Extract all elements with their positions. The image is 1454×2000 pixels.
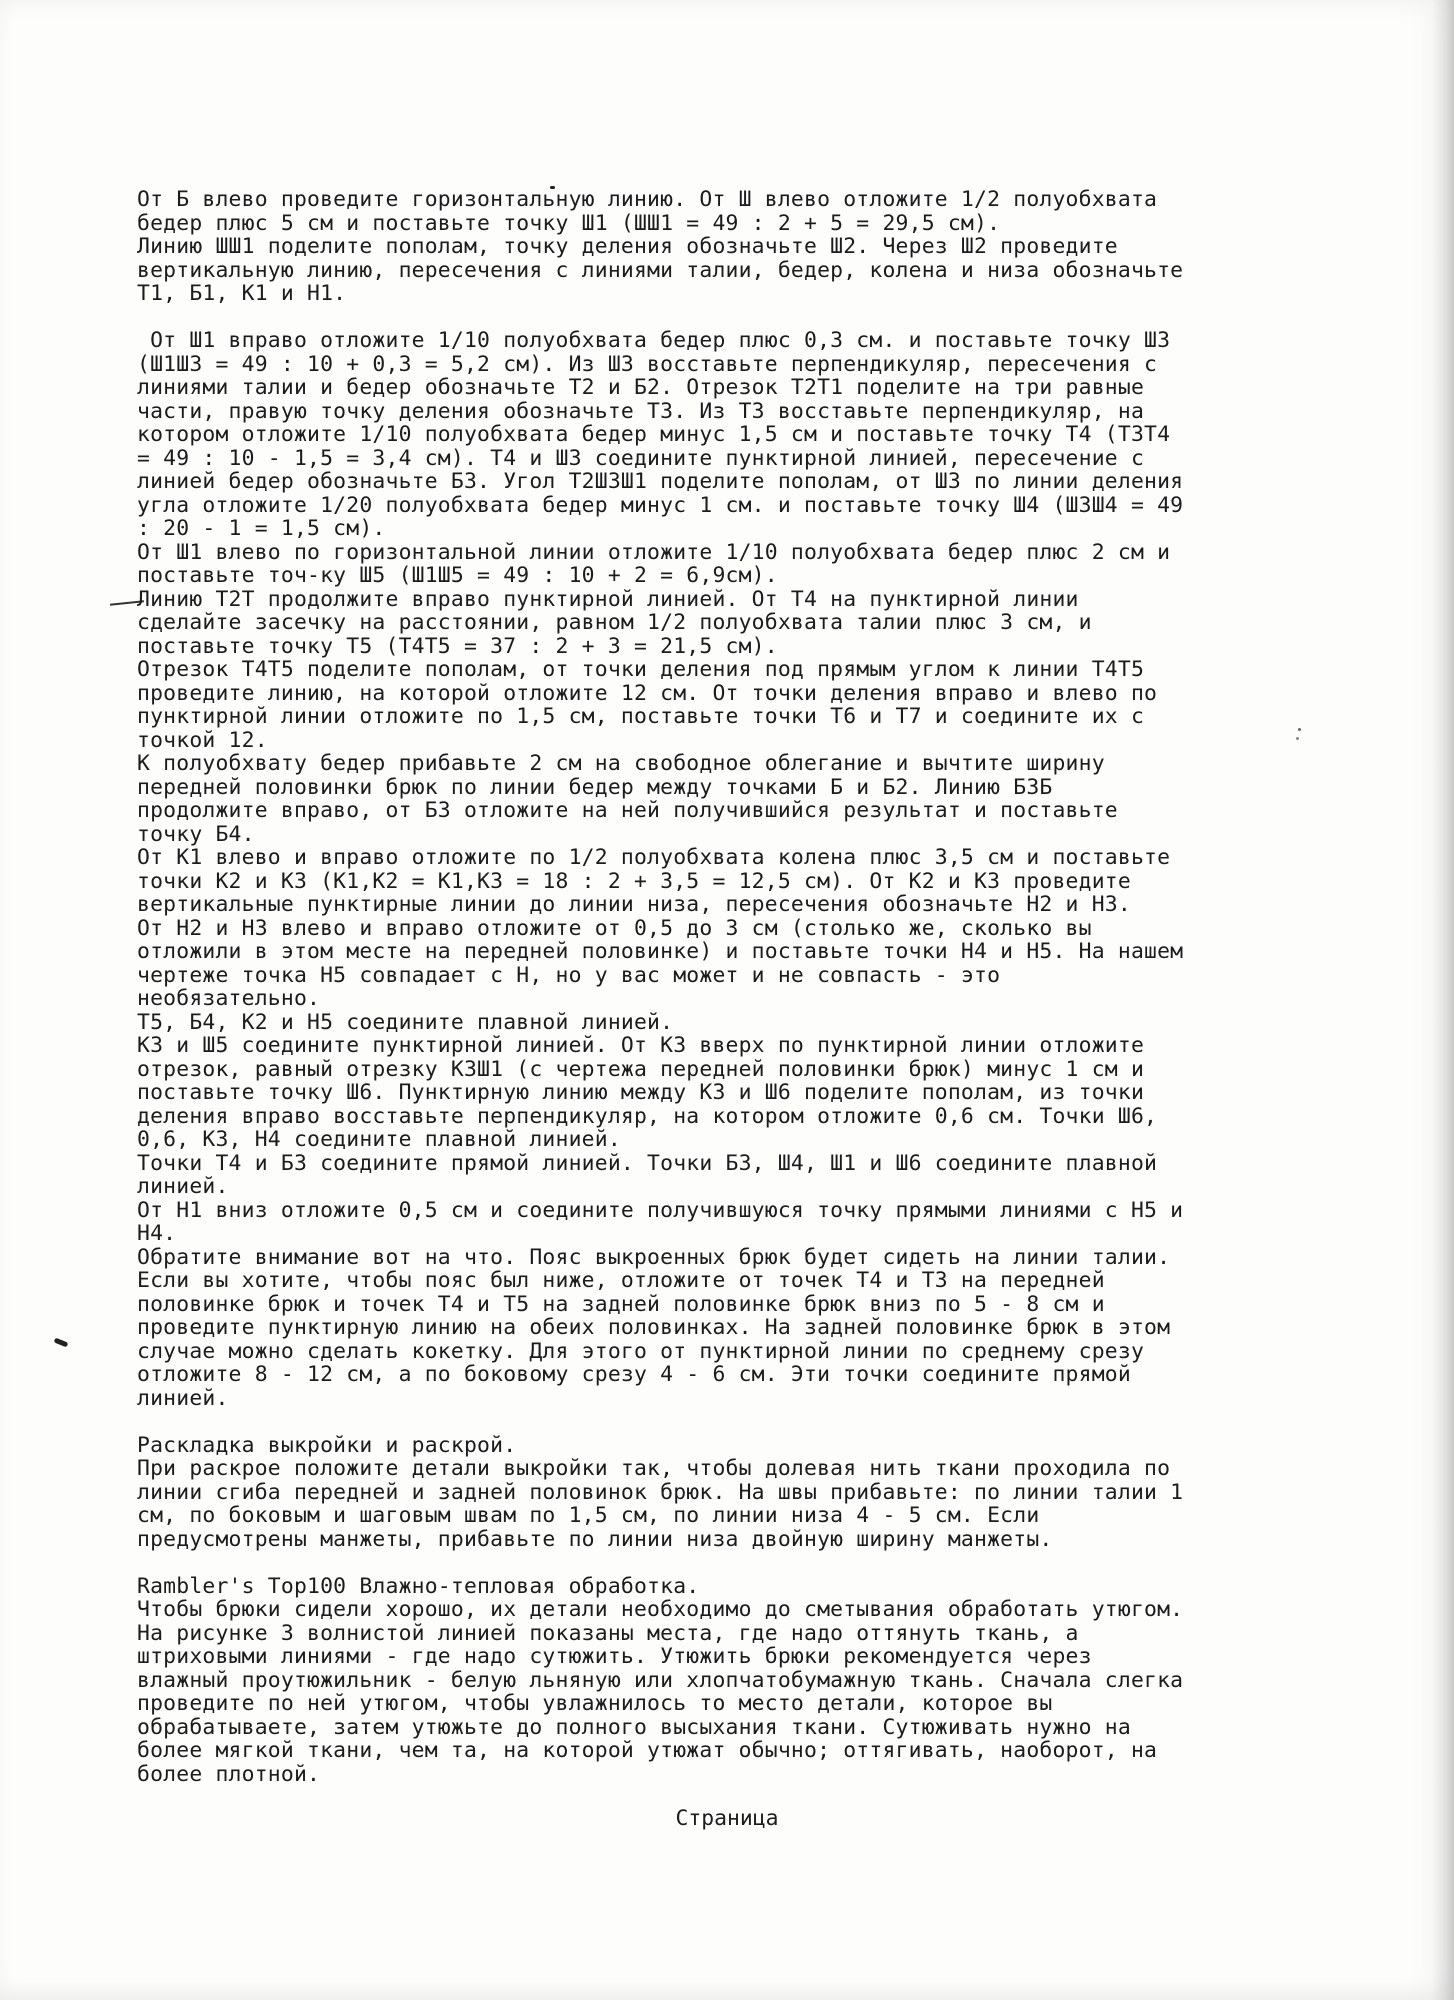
text-line: вертикальные пунктирные линии до линии низа, пересечения обозначьте Н2 и Н3. [137, 892, 1131, 917]
text-line: точкой 12. [137, 727, 268, 753]
text-line: части, правую точку деления обозначьте Т3. Из Т3 восставьте перпендикуляр, на [137, 398, 1145, 424]
text-line: Н4. [137, 1221, 177, 1246]
text-line: см, по боковым и шаговым швам по 1,5 см, по линии низа 4 - 5 см. Если [137, 1503, 1040, 1528]
text-line: сделайте засечку на расстоянии, равном 1/2 полуобхвата талии плюс 3 см, и [137, 610, 1092, 635]
text-line: отложите 8 - 12 см, а по боковому срезу 4 - 6 см. Эти точки соедините прямой [137, 1362, 1131, 1387]
text-line: линией бедер обозначьте Б3. Угол Т2Ш3Ш1 поделите пополам, от Ш3 по линии деления [137, 469, 1184, 494]
text-line: случае можно сделать кокетку. Для этого от пунктирной линии по среднему срезу [137, 1338, 1145, 1364]
text-line: проведите пунктирную линию на обеих половинках. На задней половинке брюк в этом [137, 1315, 1171, 1340]
text-line: К3 и Ш5 соедините пунктирной линией. От К3 вверх по пунктирной линии отложите [137, 1033, 1145, 1058]
text-line: От К1 влево и вправо отложите по 1/2 полуобхвата колена плюс 3,5 см и поставьте [137, 845, 1171, 870]
text-line: более мягкой ткани, чем та, на которой утюжат обычно; оттягивать, наоборот, на [137, 1738, 1158, 1763]
text-line: бедер плюс 5 см и поставьте точку Ш1 (ШШ1 = 49 : 2 + 5 = 29,5 см). [137, 210, 1001, 236]
text-line: точку Б4. [137, 821, 255, 847]
text-line: поставьте точку Ш6. Пунктирную линию между К3 и Ш6 поделите пополам, из точки [137, 1080, 1145, 1105]
text-line: : 20 - 1 = 1,5 см). [137, 516, 386, 541]
text-line: Раскладка выкройки и раскрой. [137, 1432, 517, 1458]
scan-mark [54, 1338, 69, 1348]
text-line: котором отложите 1/10 полуобхвата бедер минус 1,5 см и поставьте точку Т4 (Т3Т4 [137, 422, 1171, 447]
text-line: От Ш1 вправо отложите 1/10 полуобхвата бедер плюс 0,3 см. и поставьте точку Ш3 [137, 328, 1171, 353]
text-line: вертикальную линию, пересечения с линиями талии, бедер, колена и низа обозначьте [137, 257, 1184, 283]
paragraph [137, 329, 1297, 1410]
paragraph-gap [137, 306, 1297, 330]
text-line: угла отложите 1/20 полуобхвата бедер минус 1 см. и поставьте точку Ш4 (Ш3Ш4 = 49 [137, 492, 1184, 518]
text-line: Отрезок Т4Т5 поделите пополам, от точки деления под прямым углом к линии Т4Т5 [137, 657, 1145, 682]
page-footer: Страница [675, 1806, 779, 1831]
text-line: передней половинки брюк по линии бедер между точками Б и Б2. Линию Б3Б [137, 774, 1053, 800]
text-line: поставьте точ-ку Ш5 (Ш1Ш5 = 49 : 10 + 2 = 6,9см). [137, 563, 778, 588]
text-line: От Ш1 влево по горизонтальной линии отложите 1/10 полуобхвата бедер плюс 2 см и [137, 539, 1171, 565]
text-line: деления вправо восставьте перпендикуляр, на котором отложите 0,6 см. Точки Ш6, [137, 1103, 1158, 1129]
text-line: отложили в этом месте на передней половинке) и поставьте точки Н4 и Н5. На нашем [137, 939, 1184, 964]
text-line: проведите по ней утюгом, чтобы увлажнилось то место детали, которое вы [137, 1691, 1053, 1716]
text-line: поставьте точку Т5 (Т4Т5 = 37 : 2 + 3 = 21,5 см). [137, 633, 778, 659]
text-line: пунктирной линии отложите по 1,5 см, поставьте точки Т6 и Т7 и соедините их с [137, 704, 1145, 729]
text-line: линии сгиба передней и задней половинок брюк. На швы прибавьте: по линии талии 1 [137, 1479, 1184, 1505]
text-line: Обратите внимание вот на что. Пояс выкроенных брюк будет сидеть на линии талии. [137, 1244, 1171, 1270]
paragraph [137, 188, 1297, 306]
text-line: половинке брюк и точек Т4 и Т5 на задней половинке брюк вниз по 5 - 8 см и [137, 1291, 1105, 1317]
text-line: Т1, Б1, К1 и Н1. [137, 281, 347, 306]
page-edge-shadow [1432, 0, 1454, 2000]
text-line: = 49 : 10 - 1,5 = 3,4 см). Т4 и Ш3 соедините пунктирной линией, пересечение с [137, 445, 1145, 471]
text-line: чертеже точка Н5 совпадает с Н, но у вас может и не совпасть - это [137, 962, 1001, 988]
text-line: необязательно. [137, 986, 321, 1011]
text-line: Точки Т4 и Б3 соедините прямой линией. Точки Б3, Ш4, Ш1 и Ш6 соедините плавной [137, 1150, 1158, 1176]
paragraph-gap [137, 1551, 1297, 1575]
text-line: От Б влево проведите горизонтальную линию. От Ш влево отложите 1/2 полуобхвата [137, 187, 1158, 212]
text-line: От Н2 и Н3 влево и вправо отложите от 0,5 до 3 см (столько же, сколько вы [137, 915, 1092, 941]
text-line: проведите линию, на которой отложите 12 см. От точки деления вправо и влево по [137, 680, 1158, 706]
text-line: Линию ШШ1 поделите пополам, точку деления обозначьте Ш2. Через Ш2 проведите [137, 234, 1118, 259]
text-line: Т5, Б4, К2 и Н5 соедините плавной линией. [137, 1009, 674, 1035]
text-line: продолжите вправо, от Б3 отложите на ней получившийся результат и поставьте [137, 798, 1118, 823]
text-line: линиями талии и бедер обозначьте Т2 и Б2. Отрезок Т2Т1 поделите на три равные [137, 375, 1145, 400]
text-line: 0,6, К3, Н4 соедините плавной линией. [137, 1127, 621, 1152]
paragraph [137, 1434, 1297, 1552]
text-line: предусмотрены манжеты, прибавьте по линии низа двойную ширину манжеты. [137, 1526, 1053, 1552]
text-line: более плотной. [137, 1761, 321, 1787]
scan-speck [1298, 728, 1301, 731]
text-line: линией. [137, 1174, 229, 1199]
text-line: Если вы хотите, чтобы пояс был ниже, отложите от точек Т4 и Т3 на передней [137, 1268, 1105, 1293]
text-line: При раскрое положите детали выкройки так, чтобы долевая нить ткани проходила по [137, 1456, 1171, 1481]
text-line: К полуобхвату бедер прибавьте 2 см на свободное облегание и вычтите ширину [137, 751, 1105, 776]
paragraph-gap [137, 1410, 1297, 1434]
paragraph [137, 1575, 1297, 1787]
text-line: На рисунке 3 волнистой линией показаны места, где надо оттянуть ткань, а [137, 1620, 1079, 1646]
text-line: Чтобы брюки сидели хорошо, их детали необходимо до сметывания обработать утюгом. [137, 1597, 1184, 1622]
document-body [137, 188, 1297, 1786]
text-line: (Ш1Ш3 = 49 : 10 + 0,3 = 5,2 см). Из Ш3 восставьте перпендикуляр, пересечения с [137, 351, 1158, 377]
text-line: точки К2 и К3 (К1,К2 = К1,К3 = 18 : 2 + 3,5 = 12,5 см). От К2 и К3 проведите [137, 868, 1131, 894]
text-line: От Н1 вниз отложите 0,5 см и соедините получившуюся точку прямыми линиями с Н5 и [137, 1197, 1184, 1223]
text-line: влажный проутюжильник - белую льняную или хлопчатобумажную ткань. Сначала слегка [137, 1667, 1184, 1693]
text-line: штриховыми линиями - где надо сутюжить. Утюжить брюки рекомендуется через [137, 1644, 1092, 1669]
text-line: Rambler's Top100 Влажно-тепловая обработка. [137, 1573, 700, 1599]
text-line: Линию Т2Т продолжите вправо пунктирной линией. От Т4 на пунктирной линии [137, 586, 1079, 612]
text-line: обрабатываете, затем утюжьте до полного высыхания ткани. Сутюживать нужно на [137, 1714, 1131, 1740]
text-line: отрезок, равный отрезку К3Ш1 (с чертежа передней половинки брюк) минус 1 см и [137, 1056, 1145, 1082]
text-line: линией. [137, 1385, 229, 1411]
